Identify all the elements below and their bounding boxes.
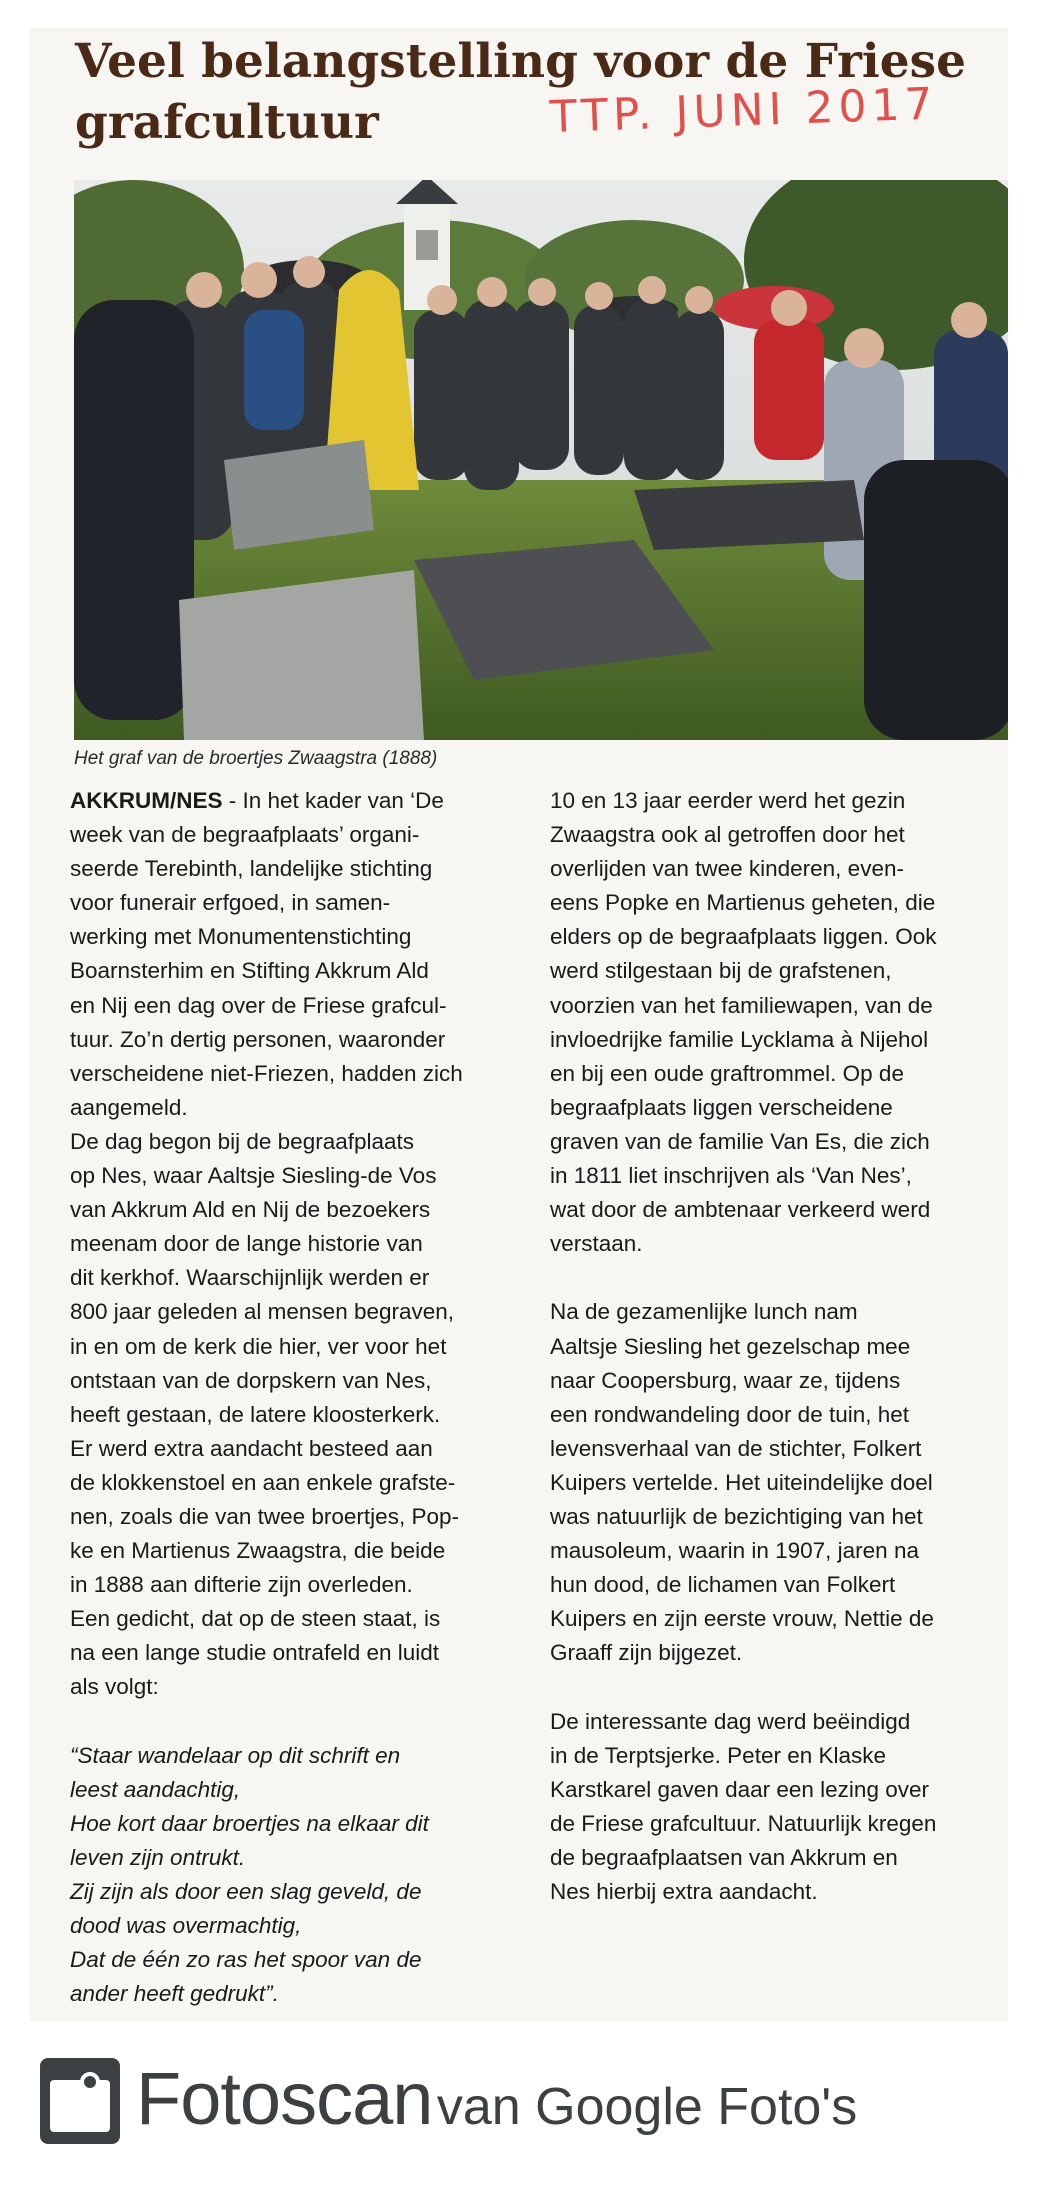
poem-line: “Staar wandelaar op dit schrift en <box>70 1742 401 1768</box>
article-line: ke en Martienus Zwaagstra, die beide <box>70 1538 446 1564</box>
paragraph-gap <box>70 1705 540 1739</box>
photo-scan-icon <box>40 2058 120 2144</box>
article-line: Karstkarel gaven daar een lezing over <box>550 1776 929 1802</box>
poem-line: ander heeft gedrukt”. <box>70 1981 279 2007</box>
article-line: in 1888 aan difterie zijn overleden. <box>70 1572 413 1598</box>
article-headline: Veel belangstelling voor de Friese grafcultuur <box>75 34 967 150</box>
fotoscan-watermark <box>40 2050 1038 2160</box>
article-line: Er werd extra aandacht besteed aan <box>70 1435 433 1461</box>
article-line: Na de gezamenlijke lunch nam <box>550 1299 858 1325</box>
article-line: Kuipers vertelde. Het uiteindelijke doel <box>550 1469 933 1495</box>
article-line: meenam door de lange historie van <box>70 1231 423 1257</box>
article-line: elders op de begraafplaats liggen. Ook <box>550 924 937 950</box>
article-line: seerde Terebinth, landelijke stichting <box>70 856 433 882</box>
article-line: aangemeld. <box>70 1094 188 1120</box>
article-line: overlijden van twee kinderen, even- <box>550 856 904 882</box>
article-line: de begraafplaatsen van Akkrum en <box>550 1844 898 1870</box>
article-line: de klokkenstoel en aan enkele grafste- <box>70 1469 456 1495</box>
article-line: en bij een oude graftrommel. Op de <box>550 1060 904 1086</box>
cemetery-crowd-photo <box>74 180 1008 740</box>
article-line: voorzien van het familiewapen, van de <box>550 992 933 1018</box>
article-line: en Nij een dag over de Friese grafcul- <box>70 992 447 1018</box>
article-line: naar Coopersburg, waar ze, tijdens <box>550 1367 901 1393</box>
article-line: hun dood, de lichamen van Folkert <box>550 1572 896 1598</box>
poem-line: leven zijn ontrukt. <box>70 1844 246 1870</box>
article-line: in 1811 liet inschrijven als ‘Van Nes’, <box>550 1163 912 1189</box>
paragraph-gap <box>550 1261 1008 1295</box>
article-line: werking met Monumentenstichting <box>70 924 412 950</box>
watermark-brand: Fotoscan <box>136 2057 433 2140</box>
article-line: heeft gestaan, de latere kloosterkerk. <box>70 1401 441 1427</box>
article-line: wat door de ambtenaar verkeerd werd <box>550 1197 931 1223</box>
poem-line: Zij zijn als door een slag geveld, de <box>70 1879 422 1904</box>
watermark-suffix: van Google Foto's <box>436 2078 858 2136</box>
article-line: week van de begraafplaats’ organi- <box>70 822 420 848</box>
article-line: van Akkrum Ald en Nij de bezoekers <box>70 1197 431 1223</box>
article-line: Zwaagstra ook al getroffen door het <box>550 822 905 848</box>
article-line: De dag begon bij de begraafplaats <box>70 1128 415 1154</box>
article-line: de Friese grafcultuur. Natuurlijk kregen <box>550 1810 937 1836</box>
article-line: Graaff zijn bijgezet. <box>550 1640 743 1666</box>
article-line: 10 en 13 jaar eerder werd het gezin <box>550 788 906 813</box>
article-line: een rondwandeling door de tuin, het <box>550 1401 910 1427</box>
article-line: mausoleum, waarin in 1907, jaren na <box>550 1538 919 1564</box>
watermark-text <box>136 2056 857 2141</box>
article-line: na een lange studie ontrafeld en luidt <box>70 1640 440 1666</box>
article-column-1 <box>70 784 540 2011</box>
article-line: Aaltsje Siesling het gezelschap mee <box>550 1333 911 1359</box>
article-line: in en om de kerk die hier, ver voor het <box>70 1333 447 1359</box>
article-line: als volgt: <box>70 1674 159 1700</box>
article-line: 800 jaar geleden al mensen begraven, <box>70 1299 455 1325</box>
article-line: was natuurlijk de bezichtiging van het <box>550 1503 923 1529</box>
article-column-2 <box>550 784 1008 1909</box>
article-line: ontstaan van de dorpskern van Nes, <box>70 1367 432 1393</box>
article-line: verscheidene niet-Friezen, hadden zich <box>70 1060 463 1086</box>
article-photo <box>74 180 1008 740</box>
article-line: nen, zoals die van twee broertjes, Pop- <box>70 1503 459 1529</box>
article-line: verstaan. <box>550 1231 643 1257</box>
poem-line: Hoe kort daar broertjes na elkaar dit <box>70 1810 429 1836</box>
article-line: Nes hierbij extra aandacht. <box>550 1879 818 1904</box>
article-line: werd stilgestaan bij de grafstenen, <box>550 958 892 984</box>
handwritten-date-note: TTP. JUNI 2017 <box>549 78 939 143</box>
article-line: op Nes, waar Aaltsje Siesling-de Vos <box>70 1163 437 1189</box>
article-line: eens Popke en Martienus geheten, die <box>550 890 936 916</box>
poem-line: leest aandachtig, <box>70 1776 241 1802</box>
article-line: tuur. Zo’n dertig personen, waaronder <box>70 1026 446 1052</box>
article-line: Boarnsterhim en Stifting Akkrum Ald <box>70 958 429 984</box>
article-dateline: AKKRUM/NES <box>70 788 223 813</box>
article-line: invloedrijke familie Lycklama à Nijehol <box>550 1026 929 1052</box>
newspaper-clipping <box>30 28 1008 2022</box>
article-line: Een gedicht, dat op de steen staat, is <box>70 1606 441 1632</box>
photo-caption: Het graf van de broertjes Zwaagstra (1888) <box>74 748 438 769</box>
article-line: Kuipers en zijn eerste vrouw, Nettie de <box>550 1606 934 1632</box>
article-line: AKKRUM/NES - In het kader van ‘De <box>70 788 444 813</box>
article-line: begraafplaats liggen verscheidene <box>550 1094 893 1120</box>
article-line: dit kerkhof. Waarschijnlijk werden er <box>70 1265 430 1291</box>
article-line: De interessante dag werd beëindigd <box>550 1708 911 1734</box>
poem-line: Dat de één zo ras het spoor van de <box>70 1947 422 1973</box>
poem-line: dood was overmachtig, <box>70 1913 302 1939</box>
article-line: graven van de familie Van Es, die zich <box>550 1128 930 1154</box>
article-line: voor funerair erfgoed, in samen- <box>70 890 391 916</box>
article-line: levensverhaal van de stichter, Folkert <box>550 1435 922 1461</box>
article-line: in de Terptsjerke. Peter en Klaske <box>550 1742 887 1768</box>
paragraph-gap <box>550 1670 1008 1704</box>
